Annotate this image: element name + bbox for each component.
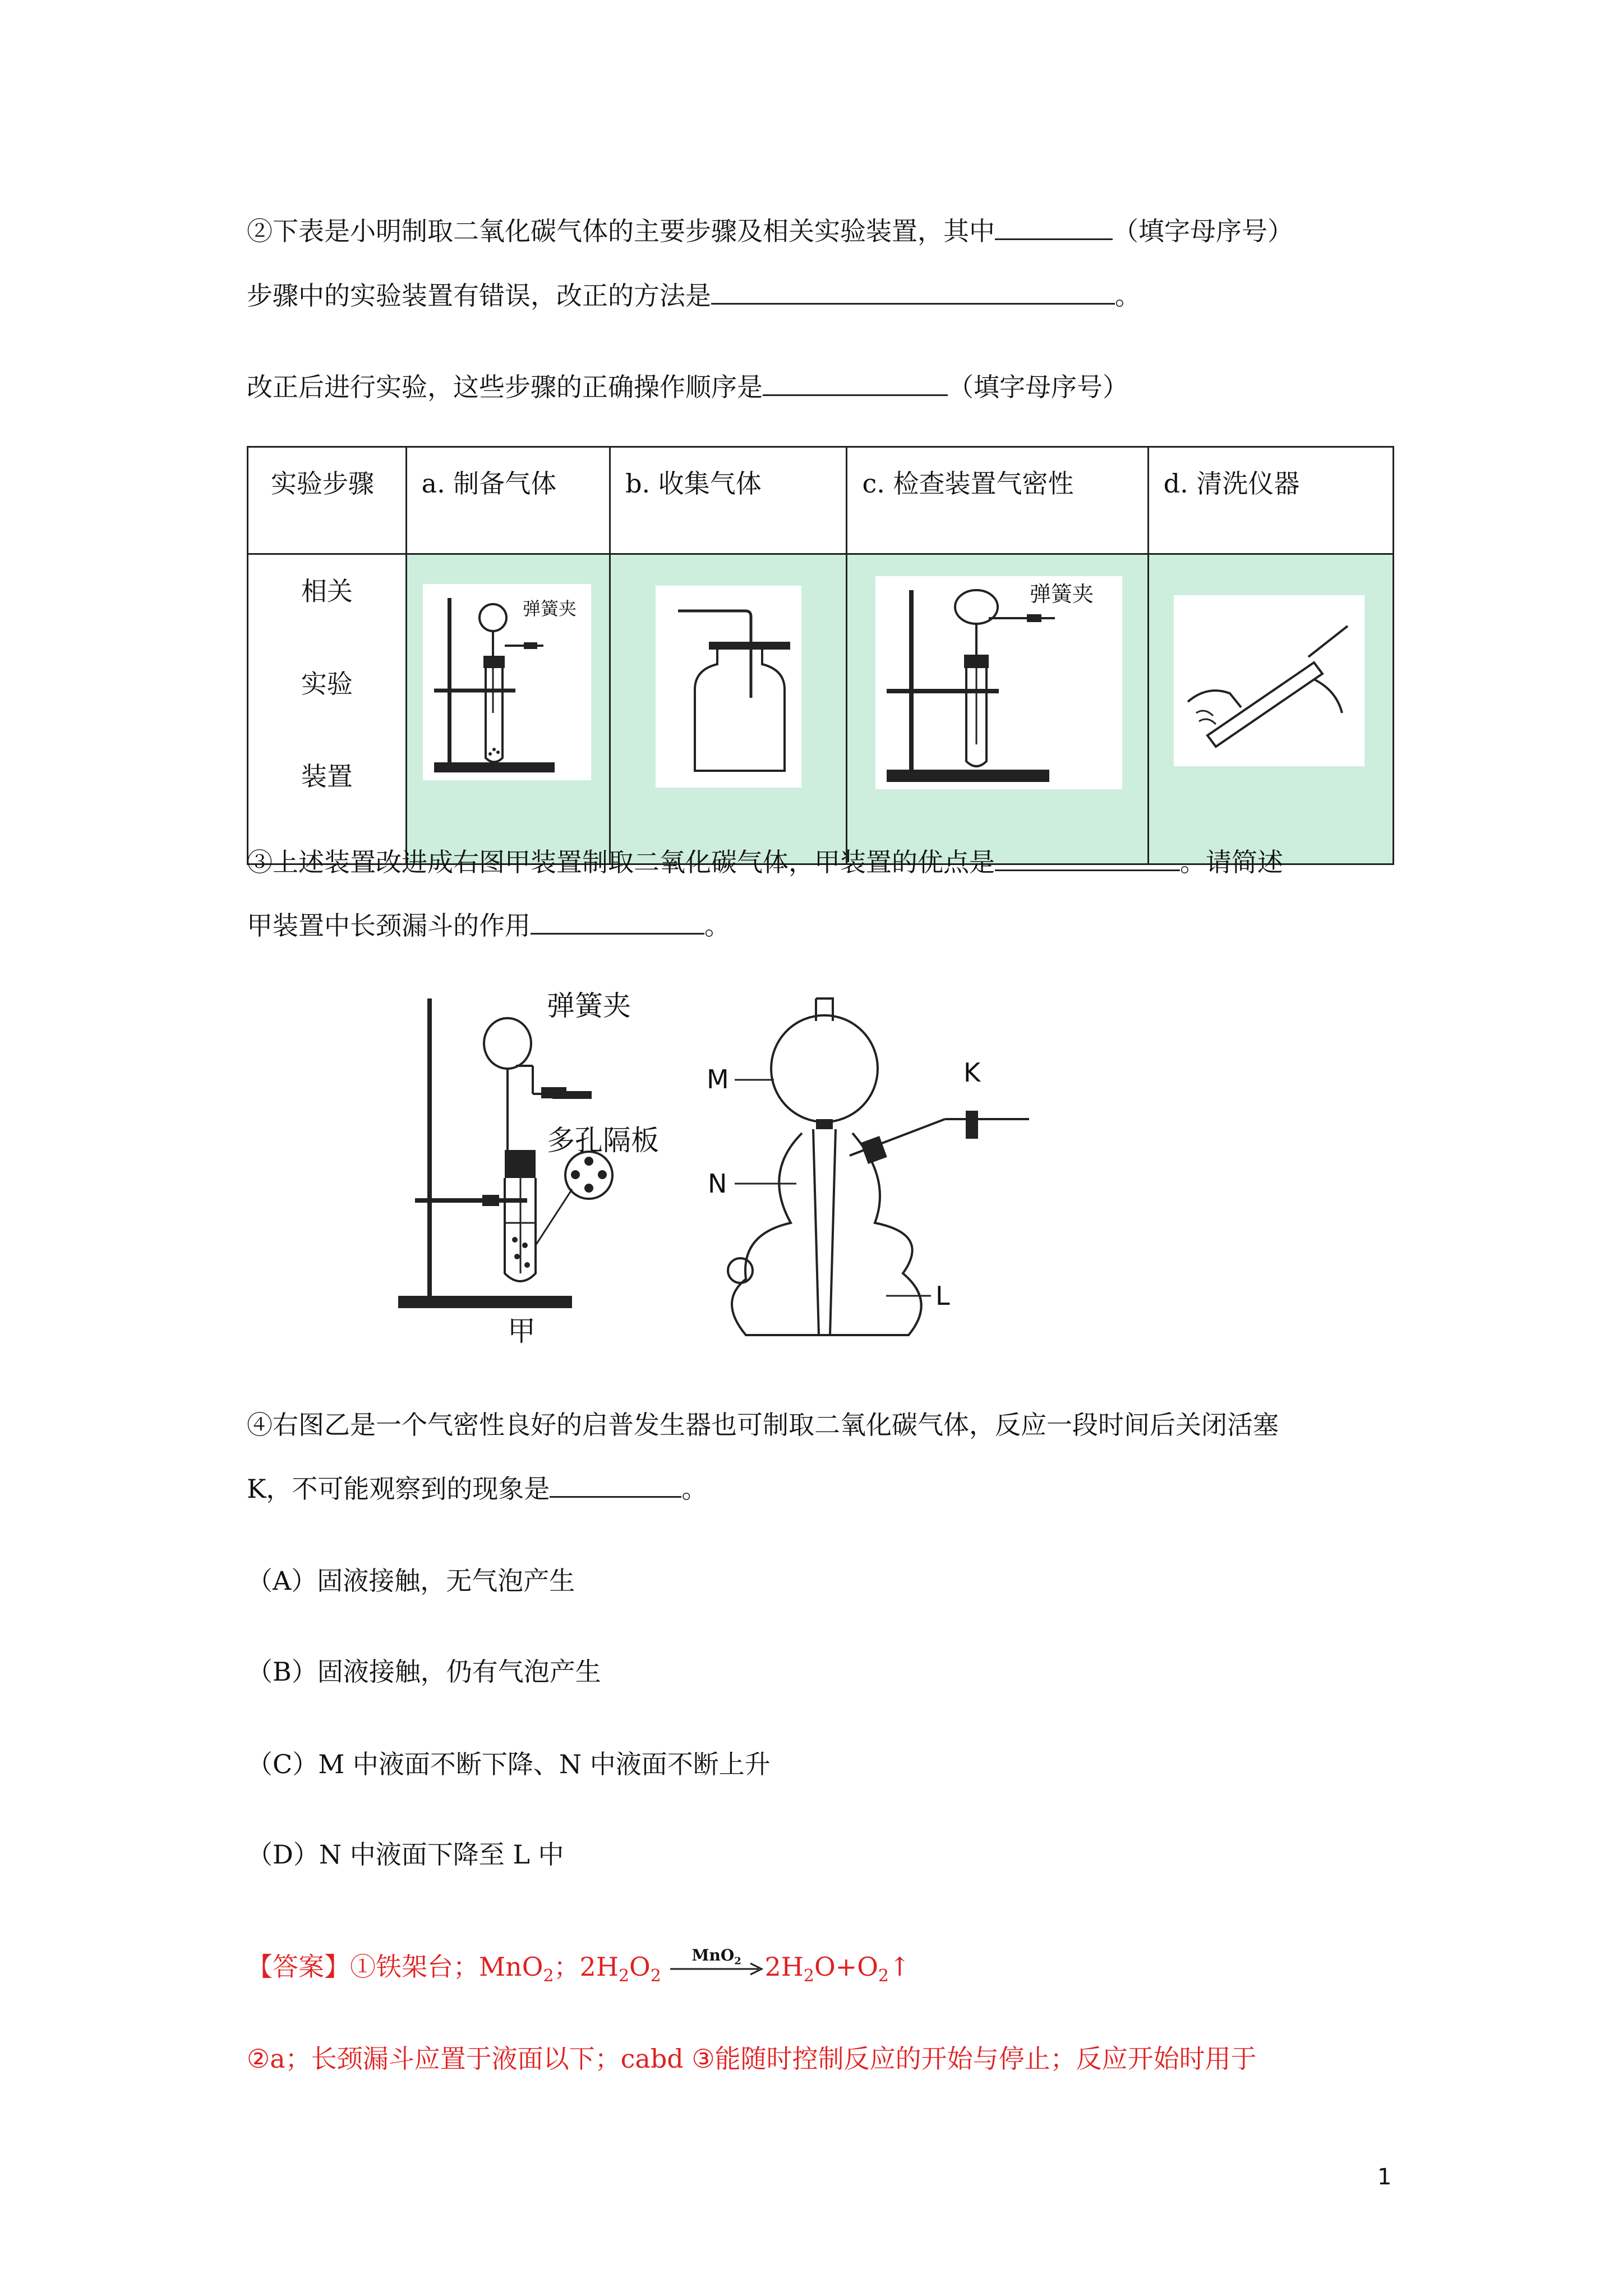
apparatus-jia-figure xyxy=(393,982,707,1369)
q3-line1 xyxy=(247,845,1283,879)
apparatus-d-image xyxy=(1174,595,1364,766)
q3-line2-text: 甲装置中长颈漏斗的作用 xyxy=(247,910,531,941)
kipp-generator-icon xyxy=(695,987,1043,1358)
gas-arrow: ↑ xyxy=(889,1952,911,1982)
airtight-test-icon xyxy=(875,576,1122,789)
q4-line2 xyxy=(247,1472,707,1506)
q4-option-b: （B）固液接触，仍有气泡产生 xyxy=(247,1657,601,1687)
answer-text: ；2H xyxy=(554,1952,619,1982)
answer-blank[interactable] xyxy=(531,910,704,935)
subscript: 2 xyxy=(878,1966,889,1986)
answer-label: 【答案】 xyxy=(247,1952,350,1982)
apparatus-jia-icon xyxy=(393,982,707,1369)
subscript: 2 xyxy=(650,1966,661,1986)
q2-line3-suffix: （填字母序号） xyxy=(948,372,1128,402)
subscript: 2 xyxy=(543,1966,554,1986)
answer-text: O xyxy=(629,1952,651,1982)
answer-blank[interactable] xyxy=(711,280,1115,305)
table-header-cell: c. 检查装置气密性 xyxy=(847,447,1148,554)
q3-line2 xyxy=(247,909,730,942)
label-m: M xyxy=(707,1064,729,1094)
answer-text: ①铁架台；MnO xyxy=(350,1952,543,1982)
answer-blank[interactable] xyxy=(995,216,1113,240)
apparatus-b-image xyxy=(656,586,801,788)
table-header-cell: d. 清洗仪器 xyxy=(1148,447,1393,554)
q2-line1-text: ②下表是小明制取二氧化碳气体的主要步骤及相关实验装置，其中 xyxy=(247,216,995,246)
gas-bottle-icon xyxy=(656,586,801,788)
q4-option-d: （D）N 中液面下降至 L 中 xyxy=(247,1839,564,1870)
q4-line2-text: K，不可能观察到的现象是 xyxy=(247,1474,550,1504)
answer-text: 2H xyxy=(764,1952,804,1982)
reaction-arrow xyxy=(669,1946,764,1980)
table-header-cell: b. 收集气体 xyxy=(610,447,847,554)
row-label-line: 装置 xyxy=(301,761,353,792)
answer-blank[interactable] xyxy=(763,372,948,396)
answer-line2: ②a；长颈漏斗应置于液面以下；cabd ③能随时控制反应的开始与停止；反应开始时用于 xyxy=(247,2044,1257,2074)
answer-line1 xyxy=(247,1946,911,1993)
apparatus-cell-c xyxy=(847,554,1148,864)
row-label-line: 实验 xyxy=(301,669,353,699)
q2-line1 xyxy=(247,214,1293,248)
q2-line3-text: 改正后进行实验，这些步骤的正确操作顺序是 xyxy=(247,372,763,402)
q3-line2-suffix: 。 xyxy=(704,910,730,941)
table-header-row xyxy=(248,447,1394,554)
q3-line1-suffix: 。请简述 xyxy=(1180,847,1283,877)
q2-line1-suffix: （填字母序号） xyxy=(1113,216,1293,246)
page-number: 1 xyxy=(1377,2164,1392,2190)
q4-line2-suffix: 。 xyxy=(681,1474,708,1504)
label-l: L xyxy=(935,1281,950,1311)
apparatus-cell-a xyxy=(406,554,610,864)
arrow-icon xyxy=(669,1958,764,1980)
apparatus-c-image xyxy=(875,576,1122,789)
q4-line1: ④右图乙是一个气密性良好的启普发生器也可制取二氧化碳气体，反应一段时间后关闭活塞 xyxy=(247,1410,1279,1440)
answer-text: O+O xyxy=(814,1952,878,1982)
q2-line2 xyxy=(247,279,1141,312)
apparatus-a-image xyxy=(423,584,591,780)
clip-label: 弹簧夹 xyxy=(547,990,631,1022)
washing-test-tube-icon xyxy=(1174,595,1364,766)
clip-label: 弹簧夹 xyxy=(522,598,577,619)
q2-line2-suffix: 。 xyxy=(1115,280,1141,311)
plate-label: 多孔隔板 xyxy=(547,1124,659,1157)
q4-option-a: （A）固液接触，无气泡产生 xyxy=(247,1566,575,1596)
kipp-generator-figure xyxy=(695,987,1043,1358)
q3-line1-text: ③上述装置改进成右图甲装置制取二氧化碳气体，甲装置的优点是 xyxy=(247,847,995,877)
apparatus-cell-b xyxy=(610,554,847,864)
q2-line3 xyxy=(247,370,1128,404)
gas-generator-icon xyxy=(423,584,591,780)
row-label-cell xyxy=(248,554,407,864)
subscript: 2 xyxy=(618,1966,630,1986)
q2-line2-text: 步骤中的实验装置有错误，改正的方法是 xyxy=(247,280,711,311)
table-header-cell: 实验步骤 xyxy=(248,447,407,554)
subscript: 2 xyxy=(803,1966,814,1986)
answer-blank[interactable] xyxy=(550,1474,681,1498)
q4-option-c: （C）M 中液面不断下降、N 中液面不断上升 xyxy=(247,1749,771,1779)
table-header-cell: a. 制备气体 xyxy=(406,447,610,554)
row-label-line: 相关 xyxy=(301,576,353,606)
steps-table xyxy=(247,446,1394,865)
catalyst-label: MnO$_2$ xyxy=(691,1946,741,1967)
table-apparatus-row xyxy=(248,554,1394,864)
label-n: N xyxy=(708,1168,727,1199)
apparatus-cell-d xyxy=(1148,554,1393,864)
clip-label: 弹簧夹 xyxy=(1030,582,1094,606)
figure-label-jia: 甲 xyxy=(508,1315,536,1347)
answer-blank[interactable] xyxy=(995,847,1180,871)
label-k: K xyxy=(963,1057,981,1088)
